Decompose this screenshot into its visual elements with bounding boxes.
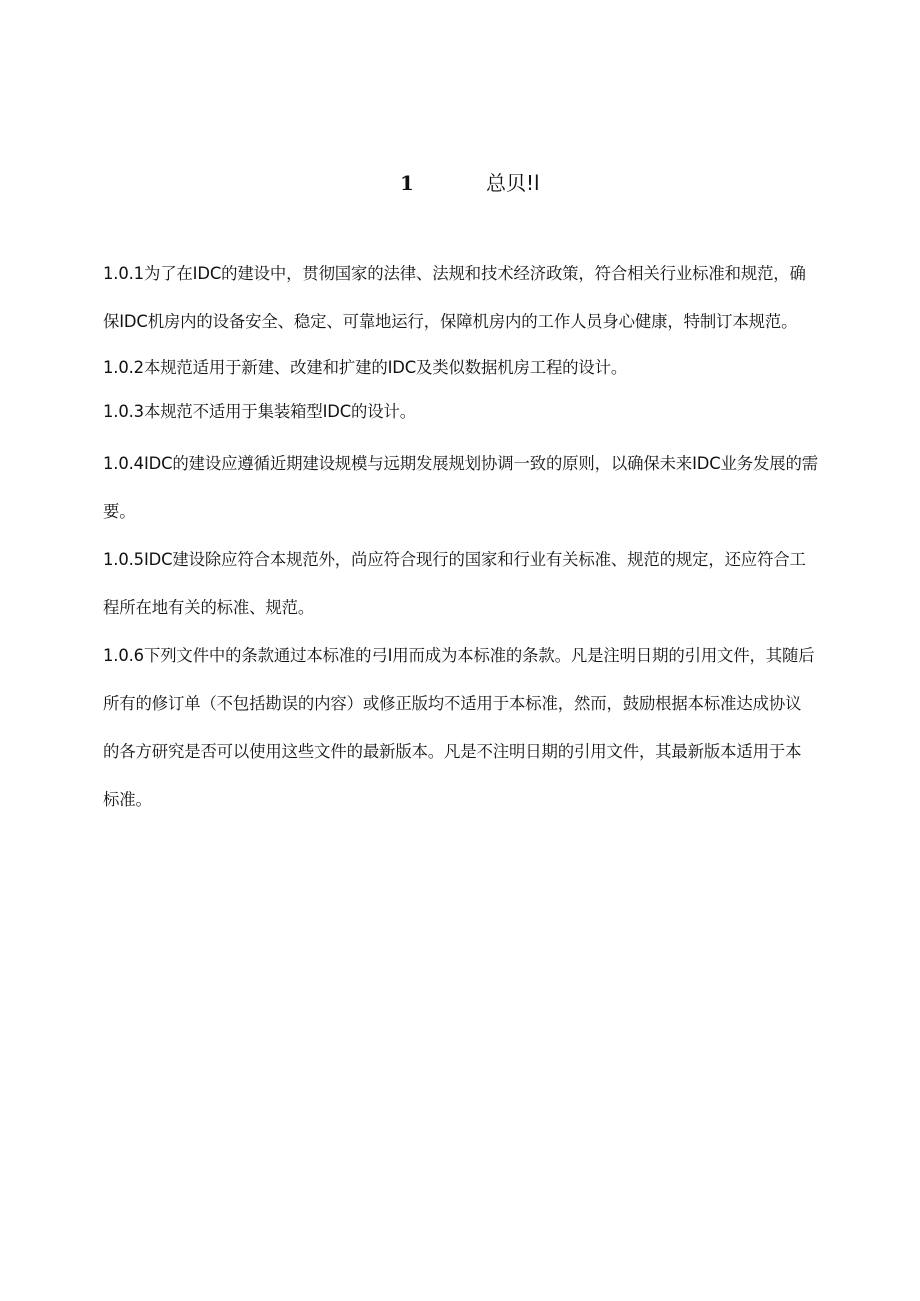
clause-line: 所有的修订单（不包括勘误的内容）或修正版均不适用于本标准，然而，鼓励根据本标准达成协议 (103, 694, 802, 713)
clause-1-0-3 (103, 390, 843, 434)
chapter-number: 1 (400, 171, 414, 195)
clause-1-0-2 (103, 346, 843, 390)
clause-line: 1.0.1为了在IDC的建设中，贯彻国家的法律、法规和技术经济政策，符合相关行业标准和规范，确 (103, 264, 806, 283)
chapter-title: 总贝!l (486, 171, 540, 195)
clause-line: 标准。 (103, 790, 152, 809)
clause-list (103, 250, 843, 824)
clause-line: 1.0.3本规范不适用于集装箱型IDC的设计。 (103, 402, 417, 421)
chapter-heading (0, 170, 920, 196)
clause-line: 1.0.2本规范适用于新建、改建和扩建的IDC及类似数据机房工程的设计。 (103, 358, 628, 377)
clause-1-0-6 (103, 632, 843, 824)
clause-1-0-4 (103, 440, 843, 536)
clause-line: 保IDC机房内的设备安全、稳定、可靠地运行，保障机房内的工作人员身心健康，特制订本规范。 (103, 312, 798, 331)
clause-1-0-1 (103, 250, 843, 346)
clause-line: 的各方研究是否可以使用这些文件的最新版本。凡是不注明日期的引用文件，其最新版本适用于本 (103, 742, 802, 761)
clause-1-0-5 (103, 536, 843, 632)
clause-line: 1.0.6下列文件中的条款通过本标准的弓I用而成为本标准的条款。凡是注明日期的引用文件，其随后 (103, 646, 815, 665)
clause-line: 1.0.5IDC建设除应符合本规范外，尚应符合现行的国家和行业有关标准、规范的规定，还应符合工 (103, 550, 806, 569)
clause-line: 要。 (103, 502, 136, 521)
clause-line: 程所在地有关的标准、规范。 (103, 598, 315, 617)
clause-line: 1.0.4IDC的建设应遵循近期建设规模与远期发展规划协调一致的原则，以确保未来IDC业务发展的需 (103, 454, 818, 473)
